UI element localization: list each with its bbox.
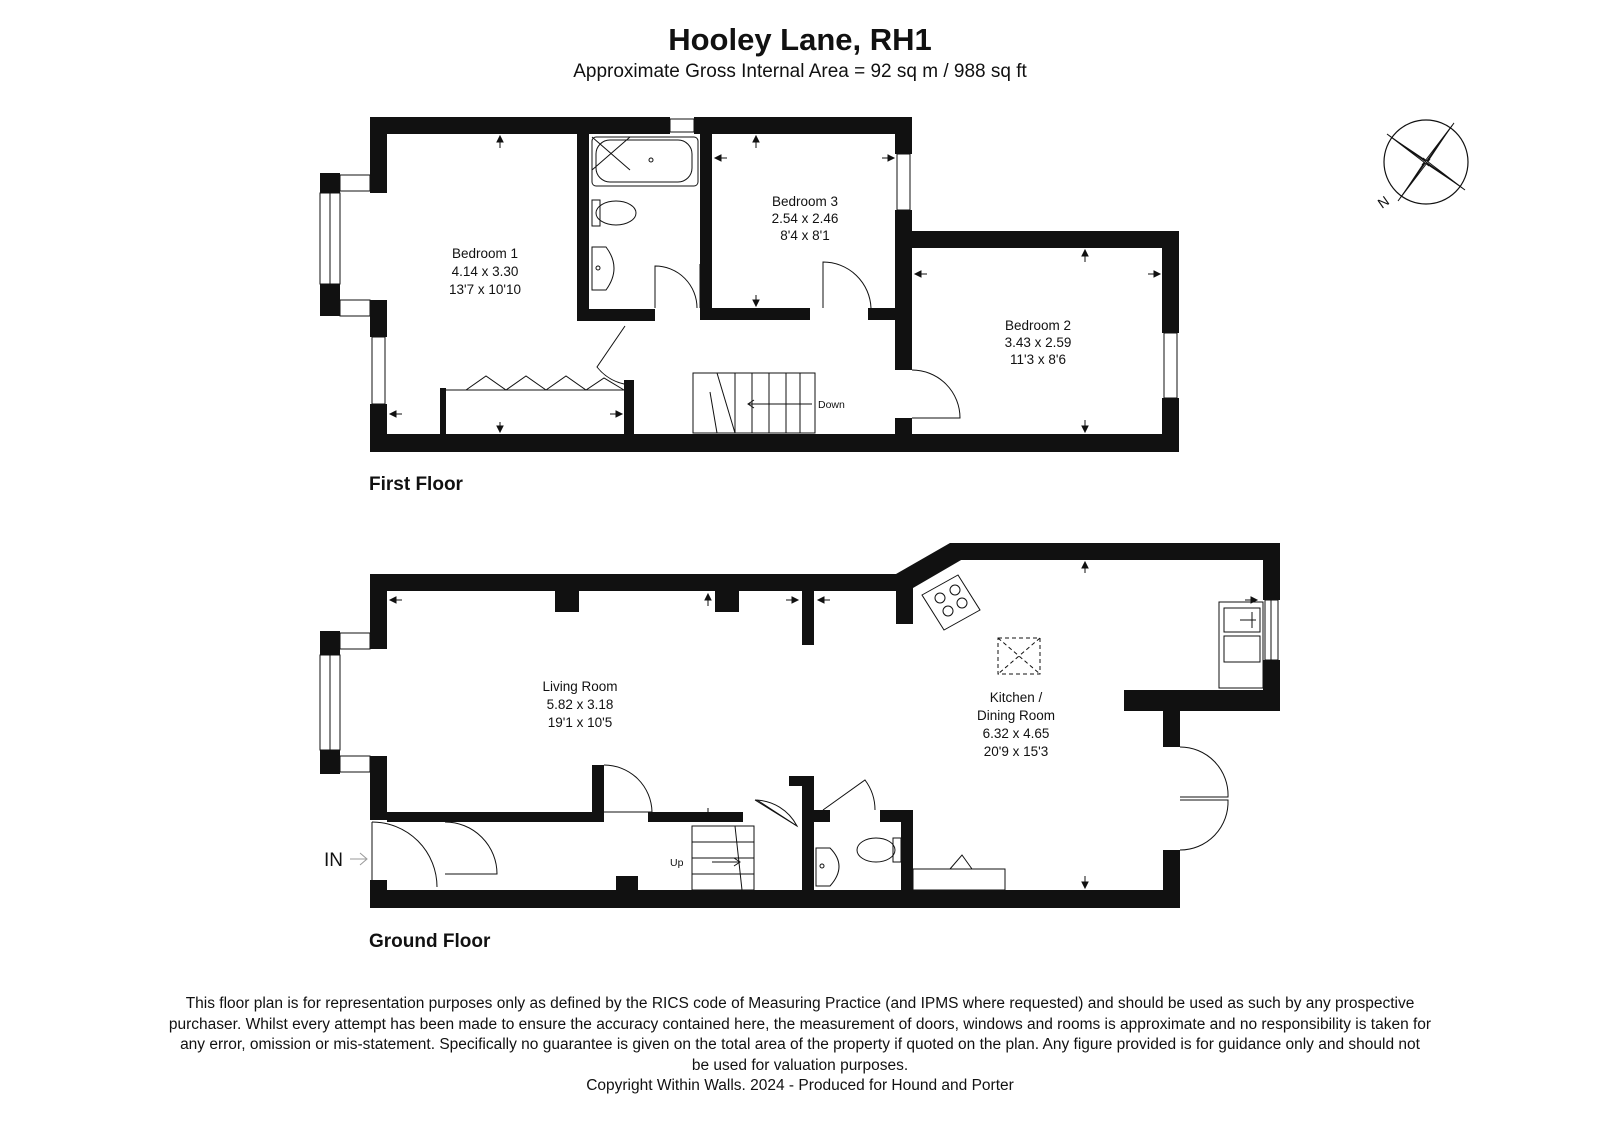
ground-floor-stairs-label: Up xyxy=(670,857,684,869)
ground-floor-windows xyxy=(320,600,1278,772)
bath-fixture xyxy=(592,137,698,186)
bedroom3-imperial: 8'4 x 8'1 xyxy=(780,228,830,243)
bedroom2-imperial: 11'3 x 8'6 xyxy=(1010,352,1066,367)
first-floor-label: First Floor xyxy=(369,474,463,495)
wardrobe-doors xyxy=(446,376,624,390)
compass-north-label: N xyxy=(1374,192,1393,212)
entrance-label: IN xyxy=(324,850,343,871)
plan-subtitle: Approximate Gross Internal Area = 92 sq m / 988 sq ft xyxy=(573,61,1027,82)
living-room-metric: 5.82 x 3.18 xyxy=(546,697,614,712)
kitchen-imperial: 20'9 x 15'3 xyxy=(983,744,1049,759)
bedroom1-name: Bedroom 1 xyxy=(451,246,519,261)
bedroom1-imperial: 13'7 x 10'10 xyxy=(449,282,521,297)
ground-floor-label: Ground Floor xyxy=(369,931,491,952)
ground-wc-fixture xyxy=(857,838,901,862)
first-floor-stairs xyxy=(693,373,815,433)
entrance-arrow-icon xyxy=(350,853,367,865)
living-room-name: Living Room xyxy=(542,679,618,694)
disclaimer-line1: This floor plan is for representation purposes only as defined by the RICS code of Measuring Practice (and IPMS where requested) and should be used as such by any prospective xyxy=(185,995,1415,1012)
kitchen-name-line2: Dining Room xyxy=(976,708,1056,723)
copyright: Copyright Within Walls. 2024 - Produced for Hound and Porter xyxy=(586,1077,1014,1094)
ground-floor-plan xyxy=(0,500,1600,920)
kitchen-name-line1: Kitchen / xyxy=(989,690,1043,705)
ground-basin-fixture xyxy=(816,848,839,886)
ground-floor-stairs xyxy=(692,826,754,890)
bedroom2-name: Bedroom 2 xyxy=(1004,318,1072,333)
bedroom3-name: Bedroom 3 xyxy=(771,194,839,209)
disclaimer xyxy=(100,994,1500,1097)
first-floor-plan xyxy=(0,0,1600,500)
hob-fixture xyxy=(922,575,980,630)
first-floor-stairs-label: Down xyxy=(818,399,845,411)
kitchen-metric: 6.32 x 4.65 xyxy=(982,726,1050,741)
kitchen-sink-fixture xyxy=(1219,602,1263,688)
bedroom1-metric: 4.14 x 3.30 xyxy=(451,264,519,279)
disclaimer-line4: be used for valuation purposes. xyxy=(691,1056,909,1074)
basin-fixture xyxy=(592,247,614,290)
bedroom2-metric: 3.43 x 2.59 xyxy=(1004,335,1072,350)
plan-title: Hooley Lane, RH1 xyxy=(668,22,932,57)
ground-floor-walls xyxy=(320,543,1280,908)
living-room-imperial: 19'1 x 10'5 xyxy=(547,715,613,730)
bedroom3-metric: 2.54 x 2.46 xyxy=(771,211,839,226)
kitchen-unit-fixture xyxy=(913,855,1005,890)
wc-fixture xyxy=(592,200,636,226)
disclaimer-line2: purchaser. Whilst every attempt has been made to ensure the accuracy contained here, the measurement of doors, windows and rooms is approximate and no responsibility is taken for xyxy=(168,1015,1432,1033)
skylight-fixture xyxy=(998,638,1040,674)
ground-floor-dimension-arrows xyxy=(390,562,1257,888)
disclaimer-line3: any error, omission or mis-statement. Specifically no guarantee is given on the total area of the property if quoted on the plan. Any figure provided is for guidance only and should not xyxy=(180,1036,1420,1053)
